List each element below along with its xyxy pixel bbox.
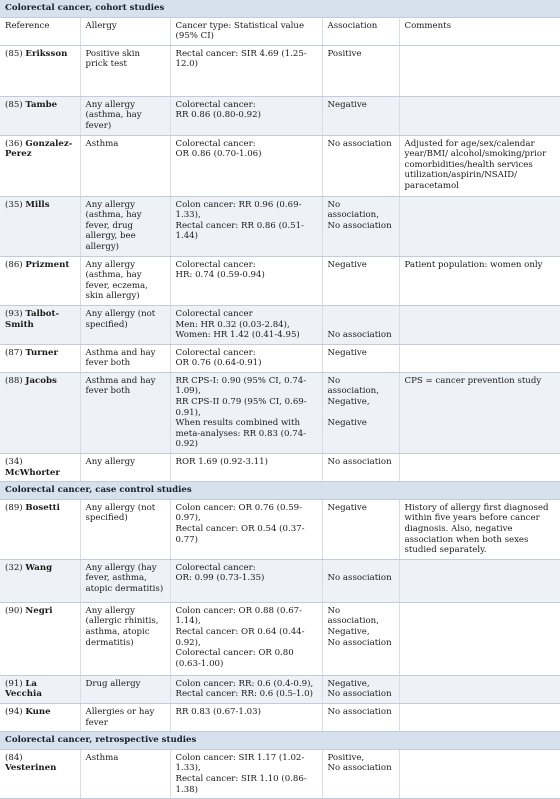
reference-cell	[0, 196, 80, 256]
reference-number: (90)	[5, 605, 23, 616]
comments-cell	[399, 45, 560, 96]
reference-number: (85)	[5, 99, 23, 110]
section-title: Colorectal cancer, retrospective studies	[0, 732, 560, 750]
table-row	[0, 703, 560, 731]
reference-number: (84)	[5, 752, 23, 763]
comments-cell	[399, 344, 560, 372]
association-cell: No association	[322, 559, 399, 602]
reference-number: (35)	[5, 199, 23, 210]
allergy-cell: Drug allergy	[80, 675, 170, 703]
reference-author: Turner	[25, 347, 59, 358]
association-cell: No association, Negative, No association	[322, 602, 399, 675]
reference-number: (89)	[5, 502, 23, 513]
table-row	[0, 602, 560, 675]
section-title: Colorectal cancer, cohort studies	[0, 0, 560, 17]
table-row	[0, 372, 560, 453]
table-row	[0, 196, 560, 256]
reference-author: Gonzalez-Perez	[5, 138, 73, 160]
comments-cell: History of allergy first diagnosed within five years before cancer diagnosis. Also, negative association when both sexes studied separately.	[399, 499, 560, 559]
comments-cell	[399, 559, 560, 602]
reference-cell	[0, 135, 80, 196]
section-title: Colorectal cancer, case control studies	[0, 482, 560, 500]
comments-cell	[399, 602, 560, 675]
comments-cell	[399, 749, 560, 798]
allergy-cell: Any allergy (allergic rhinitis, asthma, atopic dermatitis)	[80, 602, 170, 675]
reference-cell	[0, 703, 80, 731]
allergy-cell: Positive skin prick test	[80, 45, 170, 96]
table-row	[0, 499, 560, 559]
association-cell: Negative, No association	[322, 675, 399, 703]
reference-author: Kune	[25, 706, 51, 717]
column-header: Allergy	[80, 17, 170, 45]
reference-number: (36)	[5, 138, 23, 149]
association-cell: Negative	[322, 499, 399, 559]
allergy-cell: Any allergy (not specified)	[80, 305, 170, 344]
reference-author: Jacobs	[25, 375, 57, 386]
statistical-value-cell: Colorectal cancer: OR: 0.99 (0.73-1.35)	[170, 559, 322, 602]
reference-author: Wang	[25, 562, 53, 573]
statistical-value-cell: Colon cancer: OR 0.88 (0.67-1.14), Rectal cancer: OR 0.64 (0.44-0.92), Colorectal cancer: OR 0.80 (0.63-1.00)	[170, 602, 322, 675]
table-row	[0, 454, 560, 482]
reference-number: (32)	[5, 562, 23, 573]
statistical-value-cell: Colorectal cancer: RR 0.86 (0.80-0.92)	[170, 96, 322, 135]
association-cell: No association	[322, 135, 399, 196]
allergy-cell: Any allergy (asthma, hay fever, eczema, skin allergy)	[80, 256, 170, 305]
comments-cell: Adjusted for age/sex/calendar year/BMI/ alcohol/smoking/prior comorbidities/health services utilization/aspirin/NSAID/ paracetamol	[399, 135, 560, 196]
reference-author: Talbot-Smith	[5, 308, 60, 330]
comments-cell	[399, 96, 560, 135]
statistical-value-cell: Colorectal cancer: OR 0.86 (0.70-1.06)	[170, 135, 322, 196]
reference-cell	[0, 499, 80, 559]
reference-number: (93)	[5, 308, 23, 319]
table-row	[0, 675, 560, 703]
allergy-cell: Asthma and hay fever both	[80, 344, 170, 372]
comments-cell	[399, 703, 560, 731]
column-header: Comments	[399, 17, 560, 45]
association-cell: No association, No association	[322, 196, 399, 256]
reference-cell	[0, 45, 80, 96]
reference-author: Vesterinen	[5, 763, 57, 774]
statistical-value-cell: Colon cancer: RR 0.96 (0.69-1.33), Rectal cancer: RR 0.86 (0.51-1.44)	[170, 196, 322, 256]
table-row	[0, 749, 560, 798]
reference-cell	[0, 454, 80, 482]
allergy-cell: Asthma and hay fever both	[80, 372, 170, 453]
table-row	[0, 45, 560, 96]
allergy-cell: Allergies or hay fever	[80, 703, 170, 731]
reference-number: (85)	[5, 48, 23, 59]
reference-cell	[0, 372, 80, 453]
statistical-value-cell: ROR 1.69 (0.92-3.11)	[170, 454, 322, 482]
reference-number: (87)	[5, 347, 23, 358]
reference-cell	[0, 305, 80, 344]
allergy-cell: Any allergy (hay fever, asthma, atopic dermatitis)	[80, 559, 170, 602]
reference-author: Mills	[25, 199, 50, 210]
reference-cell	[0, 749, 80, 798]
allergy-cell: Any allergy (asthma, hay fever)	[80, 96, 170, 135]
reference-number: (91)	[5, 678, 23, 689]
comments-cell: Patient population: women only	[399, 256, 560, 305]
reference-number: (94)	[5, 706, 23, 717]
reference-number: (88)	[5, 375, 23, 386]
comments-cell	[399, 305, 560, 344]
statistical-value-cell: Colorectal cancer: HR: 0.74 (0.59-0.94)	[170, 256, 322, 305]
reference-cell	[0, 675, 80, 703]
reference-author: Eriksson	[25, 48, 68, 59]
statistical-value-cell: Colorectal cancer Men: HR 0.32 (0.03-2.84), Women: HR 1.42 (0.41-4.95)	[170, 305, 322, 344]
section-header	[0, 732, 560, 750]
column-header: Reference	[0, 17, 80, 45]
comments-cell	[399, 454, 560, 482]
allergy-cell: Any allergy (not specified)	[80, 499, 170, 559]
section-header	[0, 0, 560, 17]
allergy-cell: Asthma	[80, 749, 170, 798]
reference-cell	[0, 96, 80, 135]
allergy-cell: Any allergy (asthma, hay fever, drug allergy, bee allergy)	[80, 196, 170, 256]
reference-cell	[0, 256, 80, 305]
column-header: Cancer type: Statistical value (95% CI)	[170, 17, 322, 45]
table-row	[0, 305, 560, 344]
table-row	[0, 344, 560, 372]
association-cell: Negative	[322, 344, 399, 372]
association-cell: Positive, No association	[322, 749, 399, 798]
reference-author: McWhorter	[5, 467, 60, 478]
reference-author: Bosetti	[25, 502, 60, 513]
reference-author: Negri	[25, 605, 53, 616]
column-header: Association	[322, 17, 399, 45]
statistical-value-cell: Colorectal cancer: OR 0.76 (0.64-0.91)	[170, 344, 322, 372]
statistical-value-cell: Colon cancer: OR 0.76 (0.59-0.97), Rectal cancer: OR 0.54 (0.37-0.77)	[170, 499, 322, 559]
statistical-value-cell: RR 0.83 (0.67-1.03)	[170, 703, 322, 731]
association-cell: No association	[322, 454, 399, 482]
section-header	[0, 482, 560, 500]
reference-number: (34)	[5, 457, 23, 468]
comments-cell: CPS = cancer prevention study	[399, 372, 560, 453]
reference-author: Tambe	[25, 99, 58, 110]
association-cell: No association, Negative, Negative	[322, 372, 399, 453]
association-cell: No association	[322, 305, 399, 344]
statistical-value-cell: RR CPS-I: 0.90 (95% CI, 0.74-1.09), RR CPS-II 0.79 (95% CI, 0.69-0.91), When results combined with meta-analyses: RR 0.83 (0.74-0.92)	[170, 372, 322, 453]
association-cell: Negative	[322, 256, 399, 305]
column-header-row	[0, 17, 560, 45]
allergy-cell: Asthma	[80, 135, 170, 196]
association-cell: No association	[322, 703, 399, 731]
reference-author: La Vecchia	[5, 678, 42, 700]
statistical-value-cell: Rectal cancer: SIR 4.69 (1.25-12.0)	[170, 45, 322, 96]
comments-cell	[399, 196, 560, 256]
association-cell: Negative	[322, 96, 399, 135]
statistical-value-cell: Colon cancer: RR: 0.6 (0.4-0.9), Rectal cancer: RR: 0.6 (0.5-1.0)	[170, 675, 322, 703]
table-row	[0, 559, 560, 602]
comments-cell	[399, 675, 560, 703]
table-row	[0, 256, 560, 305]
table-row	[0, 135, 560, 196]
reference-cell	[0, 602, 80, 675]
reference-cell	[0, 559, 80, 602]
association-cell: Positive	[322, 45, 399, 96]
table-row	[0, 96, 560, 135]
reference-author: Prizment	[25, 259, 70, 270]
statistical-value-cell: Colon cancer: SIR 1.17 (1.02-1.33), Rectal cancer: SIR 1.10 (0.86-1.38)	[170, 749, 322, 798]
reference-number: (86)	[5, 259, 23, 270]
allergy-cell: Any allergy	[80, 454, 170, 482]
reference-cell	[0, 344, 80, 372]
